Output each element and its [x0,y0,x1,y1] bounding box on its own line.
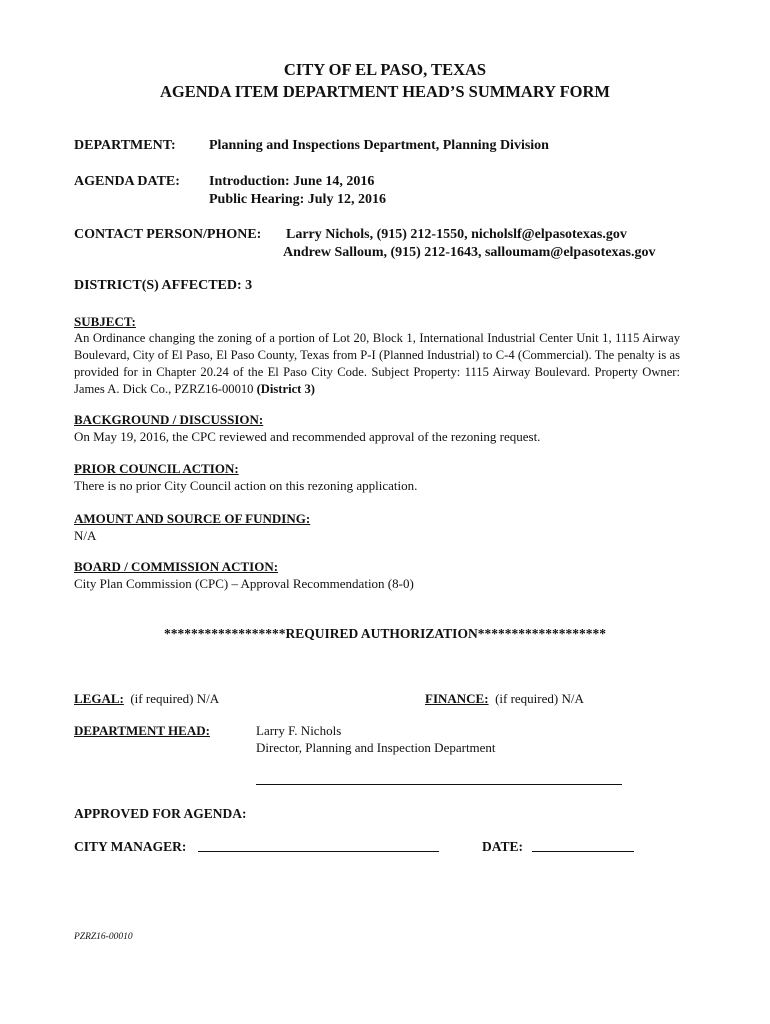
legal-row [74,690,219,707]
subject-district: (District 3) [256,382,316,396]
background-heading: BACKGROUND / DISCUSSION: [74,412,264,427]
required-authorization-banner: ******************REQUIRED AUTHORIZATION******************* [164,626,606,641]
document-title-form: AGENDA ITEM DEPARTMENT HEAD’S SUMMARY FORM [160,82,610,101]
subject-body [74,330,680,398]
prior-action-body: There is no prior City Council action on this rezoning application. [74,478,418,493]
finance-value: (if required) N/A [495,691,584,706]
subject-text: An Ordinance changing the zoning of a portion of Lot 20, Block 1, International Industrial Center Unit 1, 1115 Airway Boulevard, City of El Paso, El Paso County, Texas from P-I (Planned Industrial) to C-4 (Commercial). The penalty is as provided for in Chapter 20.24 of the El Paso City Code. Subject Property: 1115 Airway Boulevard. Property Owner: James A. Dick Co., PZRZ16-00010 [74,331,680,396]
legal-label: LEGAL: [74,691,124,706]
districts-affected: DISTRICT(S) AFFECTED: 3 [74,278,253,293]
footer-case-number: PZRZ16-00010 [74,932,133,942]
department-head-signature-line[interactable] [256,784,622,785]
board-heading: BOARD / COMMISSION ACTION: [74,559,279,574]
department-head-label-wrap [74,722,210,739]
contact-line-2: Andrew Salloum, (915) 212-1643, salloumam@elpasotexas.gov [283,245,656,260]
department-label: DEPARTMENT: [74,138,176,153]
subject-heading: SUBJECT: [74,314,136,329]
city-manager-label: CITY MANAGER: [74,839,187,854]
background-body: On May 19, 2016, the CPC reviewed and recommended approval of the rezoning request. [74,429,541,444]
agenda-date-introduction: Introduction: June 14, 2016 [209,174,375,189]
department-head-label: DEPARTMENT HEAD: [74,723,210,738]
funding-heading: AMOUNT AND SOURCE OF FUNDING: [74,511,311,526]
document-title-city: CITY OF EL PASO, TEXAS [283,60,487,79]
agenda-date-public-hearing: Public Hearing: July 12, 2016 [209,192,386,207]
finance-label: FINANCE: [425,691,489,706]
finance-row [425,690,584,707]
date-signature-line[interactable] [532,851,634,852]
legal-value: (if required) N/A [130,691,220,706]
approved-for-agenda: APPROVED FOR AGENDA: [74,806,247,821]
date-label: DATE: [482,839,524,854]
prior-action-heading: PRIOR COUNCIL ACTION: [74,461,239,476]
contact-label: CONTACT PERSON/PHONE: [74,227,262,242]
department-value: Planning and Inspections Department, Planning Division [209,138,549,153]
department-head-name: Larry F. Nichols [256,723,342,738]
board-body: City Plan Commission (CPC) – Approval Recommendation (8-0) [74,576,414,591]
contact-line-1: Larry Nichols, (915) 212-1550, nicholslf@elpasotexas.gov [286,227,627,242]
funding-body: N/A [74,528,97,543]
department-head-title: Director, Planning and Inspection Department [256,740,496,755]
city-manager-signature-line[interactable] [198,851,439,852]
agenda-date-label: AGENDA DATE: [74,174,180,189]
